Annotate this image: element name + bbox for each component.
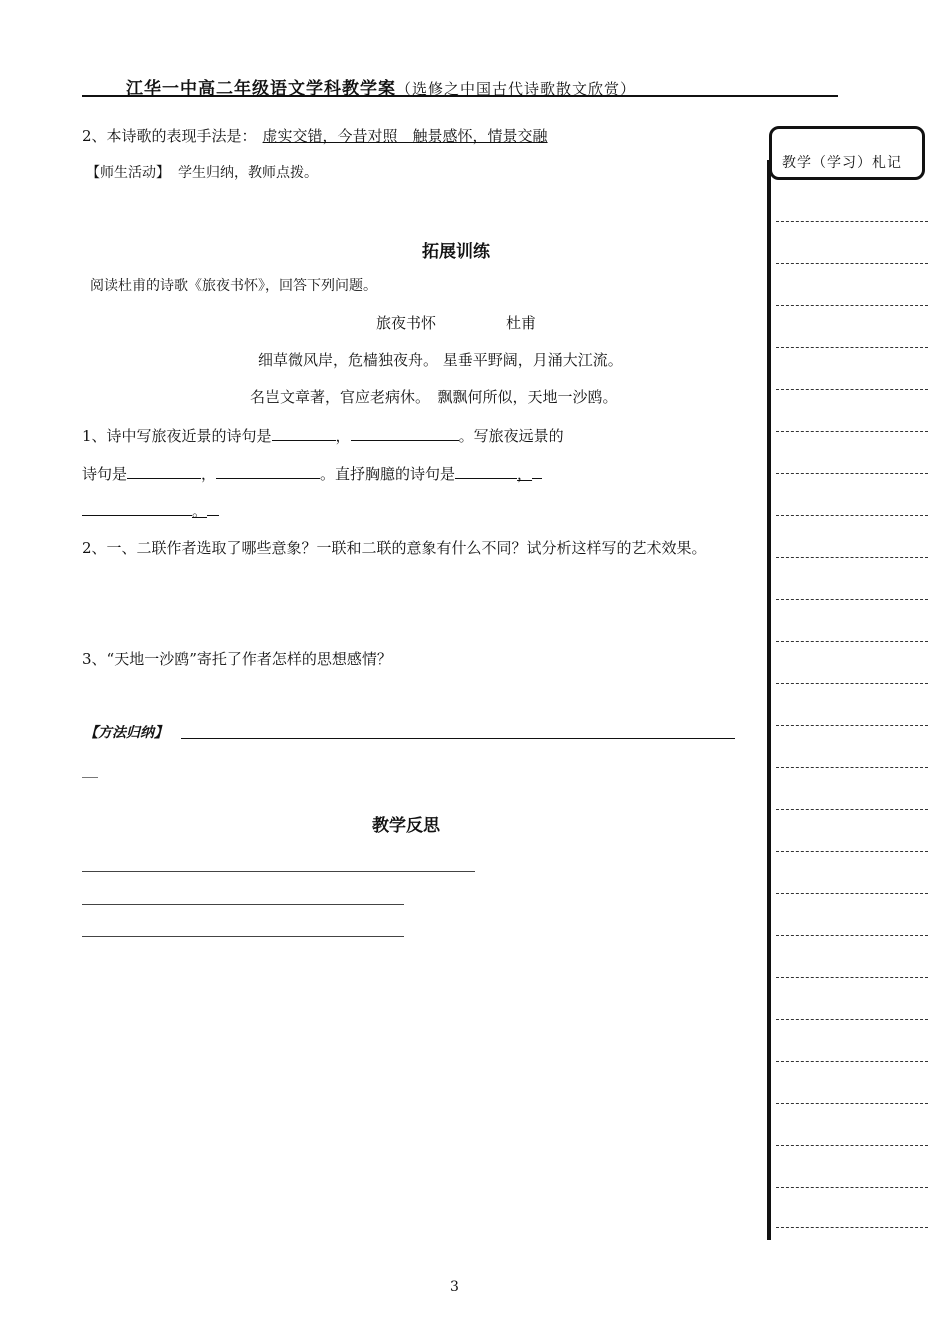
q1-comma: ， <box>335 427 351 445</box>
notes-line[interactable] <box>776 599 928 600</box>
notes-line[interactable] <box>776 263 928 264</box>
notes-line[interactable] <box>776 893 928 894</box>
reflection-heading: 教学反思 <box>372 816 440 836</box>
q1-end: 。 <box>192 502 208 520</box>
notes-line[interactable] <box>776 347 928 348</box>
item-2-answer: 虚实交错，今昔对照 触景感怀，情景交融 <box>262 127 548 145</box>
answer-blank[interactable] <box>532 463 542 479</box>
question-2: 2、一、二联作者选取了哪些意象？一联和二联的意象有什么不同？试分析这样写的艺术效果。 <box>82 539 707 557</box>
question-3: 3、“天地一沙鸥”寄托了作者怎样的思想感情？ <box>82 650 392 668</box>
notes-line[interactable] <box>776 1061 928 1062</box>
notes-line[interactable] <box>776 767 928 768</box>
answer-blank[interactable] <box>82 500 192 516</box>
item-2-prefix: 2、本诗歌的表现手法是： <box>82 127 257 145</box>
notes-line[interactable] <box>776 431 928 432</box>
q1-comma-2: ， <box>201 465 217 483</box>
notes-line[interactable] <box>776 1187 928 1188</box>
notes-line[interactable] <box>776 1145 928 1146</box>
poem-line-2: 名岂文章著，官应老病休。 飘飘何所似，天地一沙鸥。 <box>250 388 618 406</box>
extension-heading: 拓展训练 <box>422 242 490 262</box>
notes-line[interactable] <box>776 641 928 642</box>
poem-title-line <box>376 313 536 333</box>
method-label: 【方法归纳】 <box>84 725 168 741</box>
item-2-line <box>82 126 548 146</box>
answer-blank[interactable] <box>272 425 336 441</box>
reflection-answer-line[interactable] <box>82 936 404 937</box>
notes-line[interactable] <box>776 977 928 978</box>
activity-label: 【师生活动】 <box>86 165 170 181</box>
notes-line[interactable] <box>776 515 928 516</box>
question-1-line-2 <box>82 463 542 484</box>
answer-blank[interactable] <box>455 463 517 479</box>
notes-line[interactable] <box>776 473 928 474</box>
q1-comma-3: ， <box>517 465 533 483</box>
notes-line[interactable] <box>776 1103 928 1104</box>
notes-line[interactable] <box>776 683 928 684</box>
answer-blank[interactable] <box>127 463 201 479</box>
extension-intro: 阅读杜甫的诗歌《旅夜书怀》，回答下列问题。 <box>90 278 377 294</box>
q1-text-b: 。写旅夜远景的 <box>458 427 564 445</box>
activity-text: 学生归纳，教师点拨。 <box>178 165 318 181</box>
notes-line[interactable] <box>776 1227 928 1228</box>
notes-line[interactable] <box>776 305 928 306</box>
poem-author: 杜甫 <box>506 314 537 332</box>
header-title-main: 江华一中高二年级语文学科教学案 <box>126 79 396 99</box>
notes-line[interactable] <box>776 725 928 726</box>
notes-line[interactable] <box>776 935 928 936</box>
answer-blank[interactable] <box>351 425 459 441</box>
reflection-answer-line[interactable] <box>82 871 475 872</box>
question-1-line-3 <box>82 500 219 521</box>
q1-text-c: 诗句是 <box>82 465 128 483</box>
q1-text-d: 。直抒胸臆的诗句是 <box>320 465 456 483</box>
activity-line <box>86 164 318 182</box>
notes-line[interactable] <box>776 1019 928 1020</box>
notes-line[interactable] <box>776 389 928 390</box>
poem-line-1: 细草微风岸，危樯独夜舟。 星垂平野阔，月涌大江流。 <box>258 351 623 369</box>
notes-line[interactable] <box>776 851 928 852</box>
notes-title: 教学（学习）札记 <box>782 155 902 171</box>
question-1-line-1 <box>82 425 564 446</box>
reflection-answer-line[interactable] <box>82 904 404 905</box>
header-subtitle: （选修之中国古代诗歌散文欣赏） <box>396 80 637 98</box>
answer-blank[interactable] <box>216 463 320 479</box>
method-answer-line[interactable] <box>181 738 735 739</box>
header-title <box>126 74 636 99</box>
notes-line[interactable] <box>776 221 928 222</box>
notes-column-rule <box>767 160 771 1240</box>
notes-line[interactable] <box>776 809 928 810</box>
method-answer-line-tail <box>82 777 98 778</box>
q1-text-a: 1、诗中写旅夜近景的诗句是 <box>82 427 272 445</box>
page-number: 3 <box>450 1279 459 1295</box>
poem-title: 旅夜书怀 <box>376 314 437 332</box>
notes-line[interactable] <box>776 557 928 558</box>
answer-blank[interactable] <box>207 500 219 516</box>
